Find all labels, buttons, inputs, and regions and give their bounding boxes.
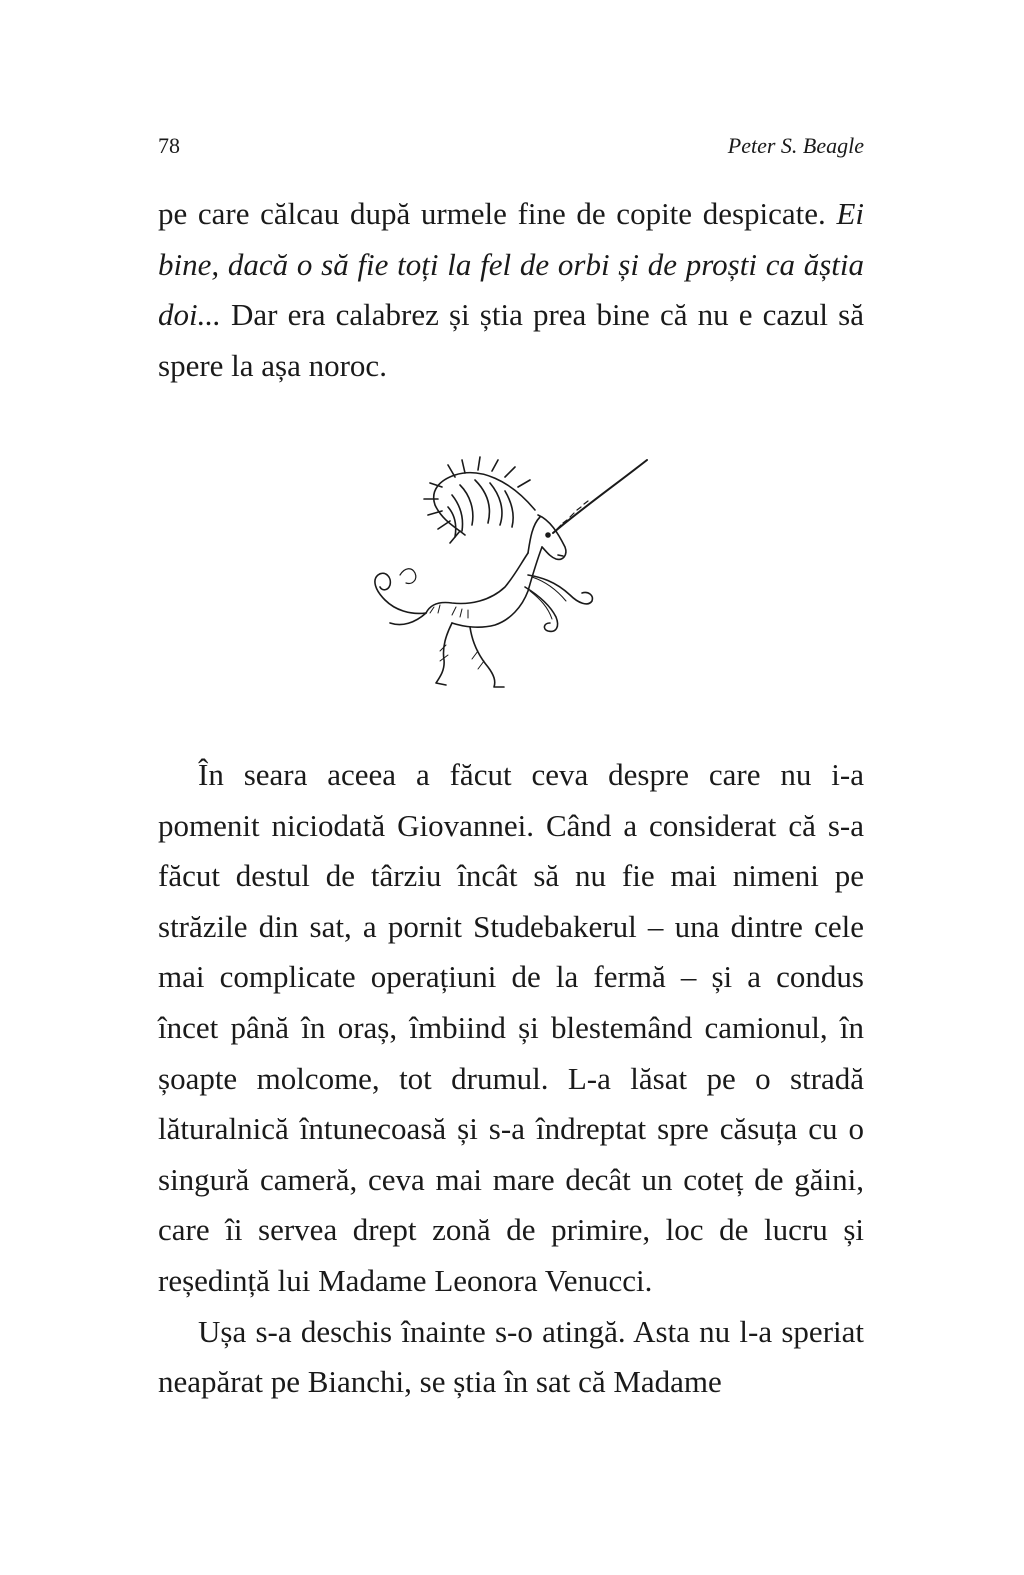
paragraph-1 [158, 189, 864, 391]
paragraph-1-end: Dar era calabrez și știa prea bine că nu e cazul să spere la așa noroc. [158, 297, 864, 383]
paragraph-1-italic: Ei bine, dacă o să fie toți la fel de orbi și de proști ca ăștia doi... [158, 196, 864, 333]
paragraph-block [158, 750, 864, 1408]
paragraph-3: Ușa s-a deschis înainte s-o atingă. Asta nu l-a speriat neapărat pe Bianchi, se știa în sat că Madame [158, 1313, 864, 1400]
page-number: 78 [158, 133, 180, 158]
unicorn-illustration-icon [360, 455, 660, 700]
running-header [158, 133, 864, 165]
paragraph-1-start: pe care călcau după urmele fine de copite despicate. [158, 196, 826, 231]
paragraph-top [158, 189, 864, 391]
running-header-author: Peter S. Beagle [727, 133, 864, 158]
paragraph-2: În seara aceea a făcut ceva despre care nu i-a pomenit niciodată Giovannei. Când a considerat că s-a făcut destul de târziu încât să nu fie mai nimeni pe străzile din sat, a pornit Studebakerul – una dintre cele mai complicate operațiuni de la fermă – și a condus încet până în oraș, îmbiind și blestemând camionul, în șoapte molcome, tot drumul. L-a lăsat pe o stradă lăturalnică întunecoasă și s-a îndreptat spre căsuța cu o singură cameră, ceva mai mare decât un coteț de găini, care îi servea drept zonă de primire, loc de lucru și reședință lui Madame Leonora Venucci. [158, 757, 864, 1298]
